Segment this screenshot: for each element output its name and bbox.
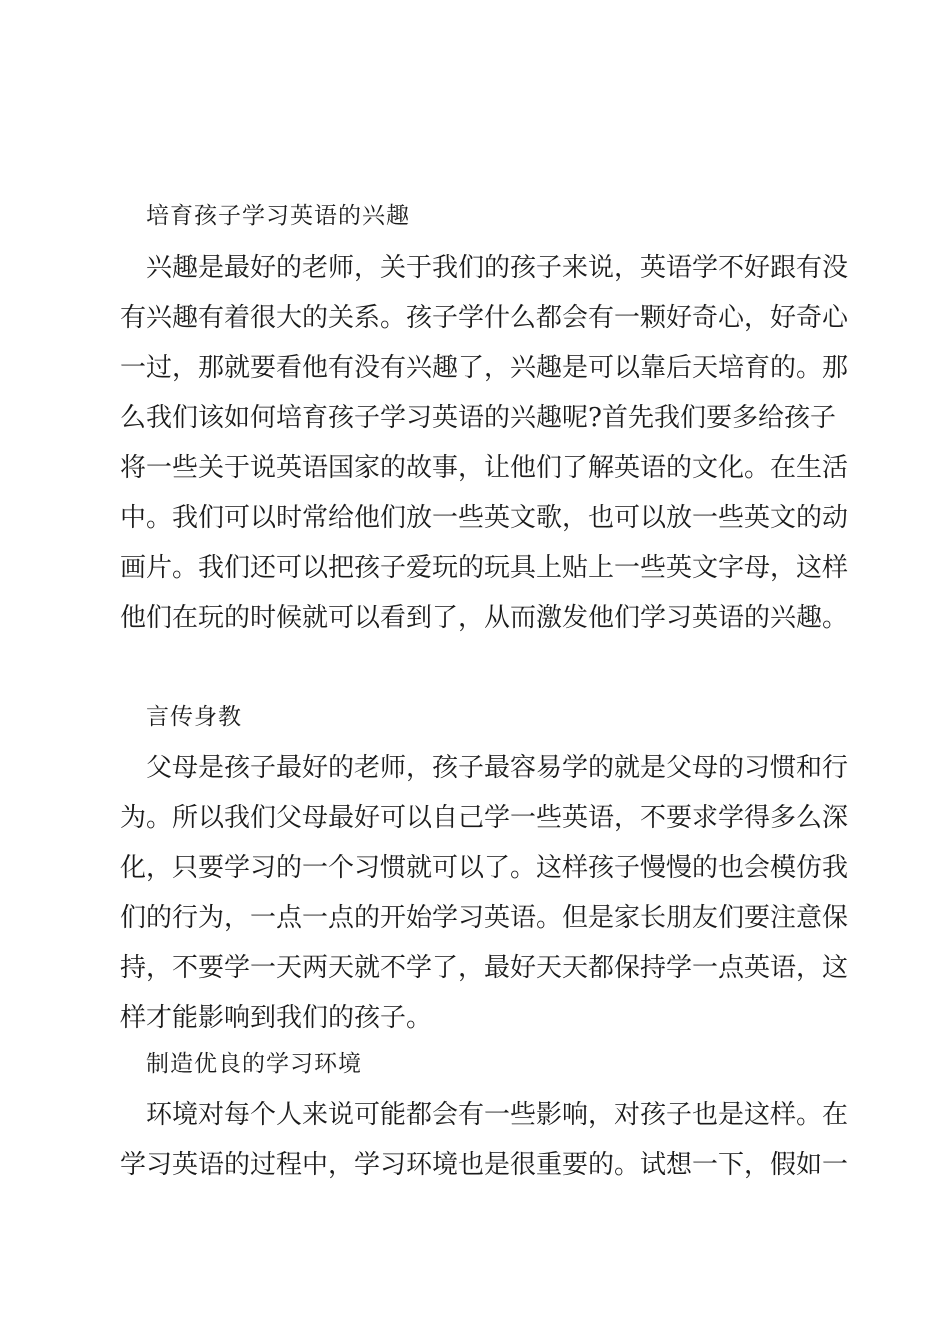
paragraph-interest: [120, 243, 849, 643]
paragraph-line: 中。我们可以时常给他们放一些英文歌，也可以放一些英文的动: [120, 503, 849, 533]
paragraph-line: 化，只要学习的一个习惯就可以了。这样孩子慢慢的也会模仿我: [120, 853, 849, 883]
paragraph-line: 兴趣是最好的老师，关于我们的孩子来说，英语学不好跟有没: [146, 253, 849, 283]
section-heading-environment: 制造优良的学习环境: [146, 1051, 362, 1077]
section-heading-example: 言传身教: [146, 704, 242, 730]
section-heading-interest: 培育孩子学习英语的兴趣: [146, 203, 410, 229]
paragraph-line: 父母是孩子最好的老师，孩子最容易学的就是父母的习惯和行: [146, 753, 849, 783]
paragraph-line: 持，不要学一天两天就不学了，最好天天都保持学一点英语，这: [120, 953, 849, 983]
paragraph-line: 为。所以我们父母最好可以自己学一些英语，不要求学得多么深: [120, 803, 849, 833]
paragraph-line: 环境对每个人来说可能都会有一些影响，对孩子也是这样。在: [146, 1100, 849, 1130]
paragraph-line: 样才能影响到我们的孩子。: [120, 1003, 433, 1033]
paragraph-line: 画片。我们还可以把孩子爱玩的玩具上贴上一些英文字母，这样: [120, 553, 849, 583]
paragraph-line: 一过，那就要看他有没有兴趣了，兴趣是可以靠后天培育的。那: [120, 353, 849, 383]
paragraph-line: 有兴趣有着很大的关系。孩子学什么都会有一颗好奇心，好奇心: [120, 303, 849, 333]
paragraph-example: [120, 743, 849, 1043]
paragraph-environment: [120, 1090, 849, 1190]
paragraph-line: 学习英语的过程中，学习环境也是很重要的。试想一下，假如一: [120, 1150, 849, 1180]
paragraph-line: 么我们该如何培育孩子学习英语的兴趣呢?首先我们要多给孩子: [120, 403, 836, 433]
paragraph-line: 他们在玩的时候就可以看到了，从而激发他们学习英语的兴趣。: [120, 603, 849, 633]
paragraph-line: 们的行为，一点一点的开始学习英语。但是家长朋友们要注意保: [120, 903, 849, 933]
paragraph-line: 将一些关于说英语国家的故事，让他们了解英语的文化。在生活: [120, 453, 849, 483]
